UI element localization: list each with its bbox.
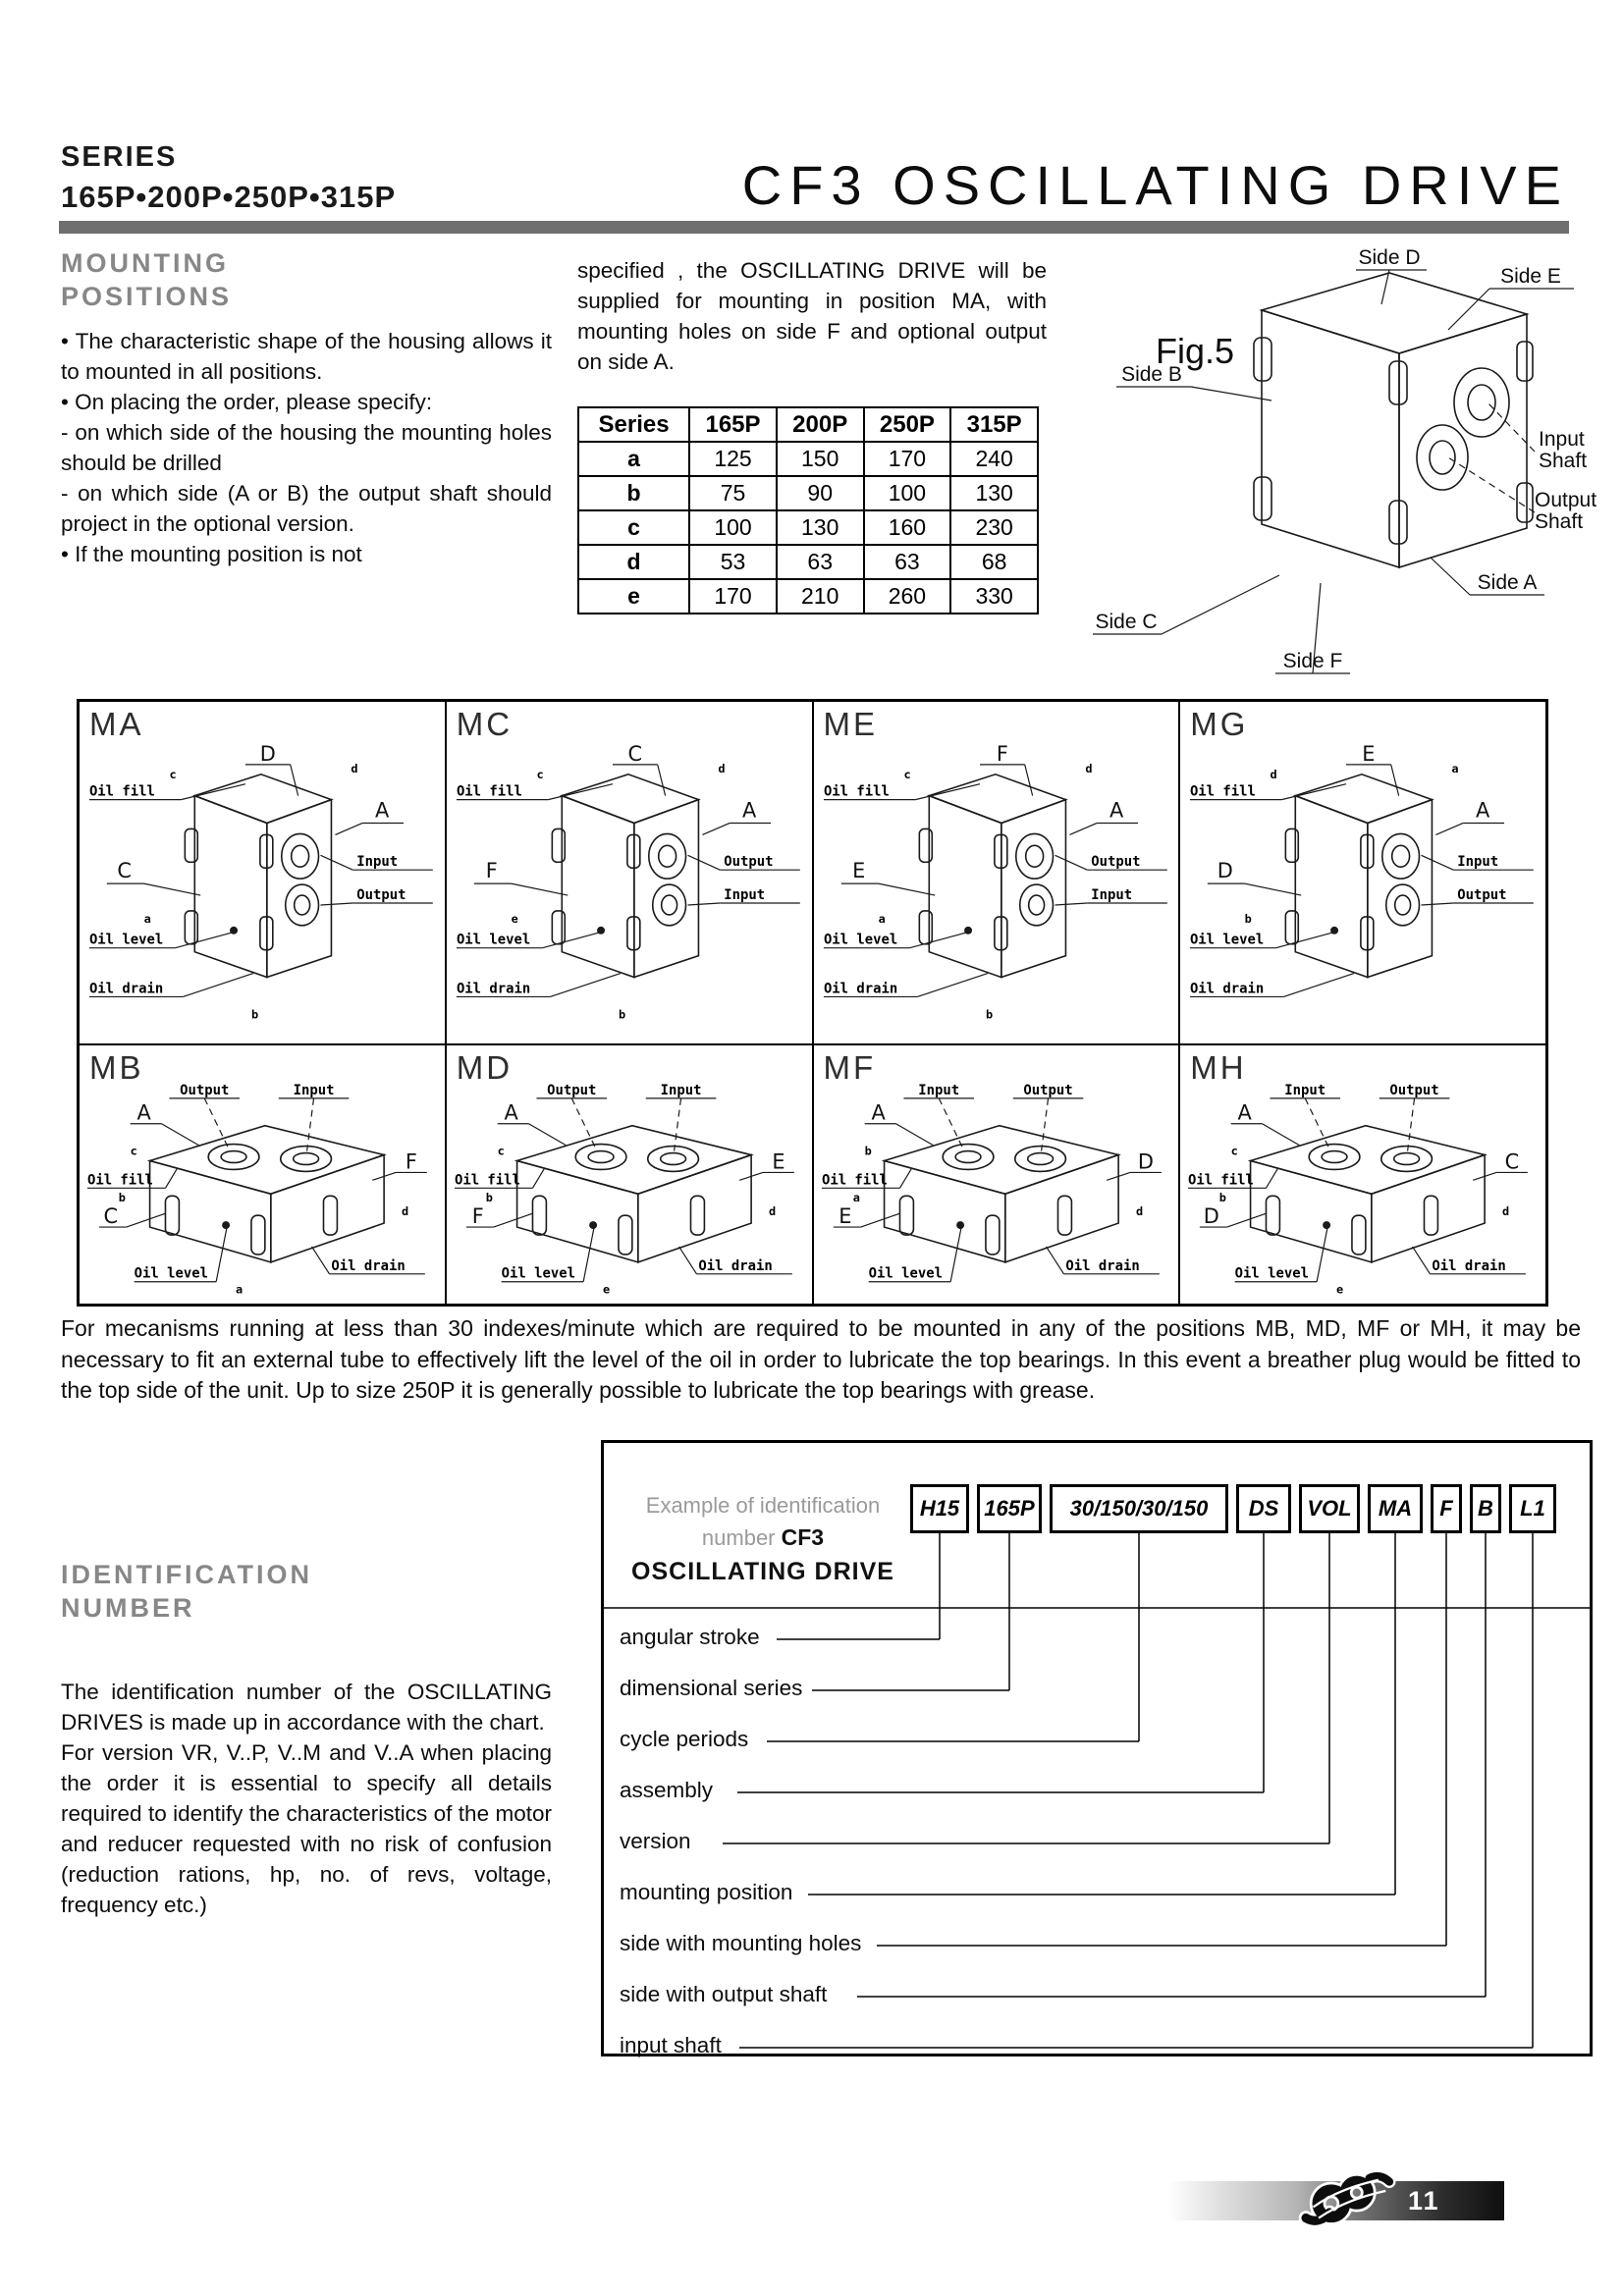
dim-letter: c xyxy=(130,1144,137,1158)
oil-drain-label: Oil drain xyxy=(698,1257,773,1274)
panel-MD xyxy=(446,1044,813,1305)
side-a-label: Side A xyxy=(1477,571,1538,594)
oil-level-label: Oil level xyxy=(456,932,531,948)
field-side-with-mounting-holes: side with mounting holes xyxy=(620,1931,862,1955)
side-c-label: Side C xyxy=(1095,611,1158,633)
dim-letter: c xyxy=(536,767,544,781)
port2-label: Input xyxy=(660,1082,702,1098)
field-mounting-position: mounting position xyxy=(620,1880,793,1904)
table-header-row xyxy=(578,407,1038,442)
table-cell: 100 xyxy=(689,510,777,545)
dim-letter: d xyxy=(402,1204,409,1219)
table-cell: 125 xyxy=(689,442,777,476)
mounting-positions-grid xyxy=(77,699,1548,1307)
mounting-position-drawing xyxy=(447,739,812,1028)
panel-MG xyxy=(1179,701,1546,1044)
mounting-continuation: specified , the OSCILLATING DRIVE will be supplied for mounting in position MA, with mounting holes on side F and optional output on side A. xyxy=(577,258,1047,375)
dim-letter: b xyxy=(485,1191,493,1205)
table-row xyxy=(578,476,1038,510)
identification-section xyxy=(61,1559,552,1920)
panel-id: MA xyxy=(89,706,144,742)
input-shaft-label-line2: Shaft xyxy=(1539,450,1588,472)
left-side-letter: F xyxy=(471,1204,484,1229)
example-label-line1: Example of identification xyxy=(645,1493,881,1518)
table-cell: 90 xyxy=(777,476,864,510)
mounting-position-drawing xyxy=(80,1079,445,1298)
oil-drain-label: Oil drain xyxy=(1064,1257,1140,1274)
port2-label: Input xyxy=(1090,887,1132,904)
table-row xyxy=(578,545,1038,579)
oil-fill-label: Oil fill xyxy=(456,783,522,800)
table-cell: 63 xyxy=(777,545,864,579)
example-code: CF3 xyxy=(781,1523,825,1550)
example-label-line3: OSCILLATING DRIVE xyxy=(631,1558,894,1586)
row-label: d xyxy=(578,545,689,579)
dim-letter: b xyxy=(250,1007,259,1022)
page-number: 11 xyxy=(1408,2186,1440,2216)
top-side-letter: A xyxy=(1237,1100,1252,1125)
dim-letter: d xyxy=(768,1204,776,1219)
top-side-letter: A xyxy=(504,1100,518,1125)
mounting-bullet-1: • The characteristic shape of the housing allows it to mounted in all positions. xyxy=(61,328,552,384)
dim-letter: b xyxy=(864,1144,872,1158)
oil-drain-label: Oil drain xyxy=(1190,981,1265,997)
dim-letter: c xyxy=(169,767,177,781)
table-cell: 53 xyxy=(689,545,777,579)
right-side-letter: D xyxy=(1137,1149,1154,1174)
id-box-assembly: DS xyxy=(1236,1484,1291,1533)
mounting-dash-1: - on which side of the housing the mounting holes should be drilled xyxy=(61,419,552,475)
left-side-letter: F xyxy=(485,859,498,883)
table-cell: 63 xyxy=(864,545,951,579)
input-shaft-label-line1: Input xyxy=(1539,428,1585,451)
housing-isometric-drawing xyxy=(1065,243,1611,685)
id-box-angular-stroke: H15 xyxy=(910,1484,969,1533)
side-b-label: Side B xyxy=(1121,363,1182,386)
oil-fill-label: Oil fill xyxy=(86,1172,153,1189)
mounting-position-drawing xyxy=(80,739,445,1028)
identification-chart xyxy=(601,1440,1593,2056)
port2-label: Output xyxy=(1389,1082,1439,1098)
table-cell: 130 xyxy=(950,476,1038,510)
right-side-letter: C xyxy=(1504,1149,1520,1174)
dim-letter: b xyxy=(118,1191,126,1205)
side-f-label: Side F xyxy=(1282,650,1343,672)
top-side-letter: A xyxy=(870,1100,886,1125)
id-box-mounting-position: MA xyxy=(1368,1484,1423,1533)
mounting-positions-section xyxy=(61,247,552,569)
port1-label: Output xyxy=(724,854,774,871)
port1-label: Output xyxy=(180,1082,230,1098)
left-side-letter: C xyxy=(117,859,133,883)
table-cell: 150 xyxy=(777,442,864,476)
dim-letter: d xyxy=(718,761,726,775)
right-side-letter: A xyxy=(741,798,757,823)
id-box-output-shaft-side: B xyxy=(1470,1484,1501,1533)
middle-column xyxy=(577,255,1047,614)
table-cell: 210 xyxy=(777,579,864,614)
panel-id: MH xyxy=(1190,1049,1247,1086)
id-box-version: VOL xyxy=(1299,1484,1360,1533)
panel-id: MG xyxy=(1190,706,1249,742)
field-cycle-periods: cycle periods xyxy=(620,1727,749,1751)
dim-letter: d xyxy=(351,761,358,775)
oil-level-label: Oil level xyxy=(823,932,897,948)
port2-label: Input xyxy=(293,1082,335,1098)
dim-letter: d xyxy=(1502,1204,1510,1219)
port2-label: Output xyxy=(1022,1082,1073,1098)
heading-line1: IDENTIFICATION xyxy=(61,1560,312,1589)
table-row xyxy=(578,579,1038,614)
row-label: c xyxy=(578,510,689,545)
section-heading xyxy=(61,1559,552,1626)
dim-letter: d xyxy=(1135,1204,1143,1219)
left-side-letter: E xyxy=(838,1204,851,1229)
mounting-position-drawing xyxy=(447,1079,812,1298)
top-side-letter: A xyxy=(136,1100,151,1125)
top-side-letter: E xyxy=(1362,741,1376,766)
oil-level-label: Oil level xyxy=(1234,1265,1310,1282)
port1-label: Input xyxy=(917,1082,959,1098)
mounting-position-drawing xyxy=(814,739,1179,1028)
dim-letter: c xyxy=(497,1144,505,1158)
dim-letter: e xyxy=(602,1282,610,1297)
dimension-table xyxy=(577,406,1039,614)
identification-paragraph-1: The identification number of the OSCILLATING DRIVES is made up in accordance with the chart. xyxy=(61,1679,552,1735)
panel-id: MC xyxy=(456,706,514,742)
port1-label: Input xyxy=(356,854,399,871)
field-side-with-output-shaft: side with output shaft xyxy=(620,1982,828,2006)
port2-label: Output xyxy=(1457,887,1507,904)
field-version: version xyxy=(620,1829,691,1853)
section-heading xyxy=(61,247,552,314)
top-side-letter: F xyxy=(996,741,1008,766)
id-box-cycle-periods: 30/150/30/150 xyxy=(1050,1484,1228,1533)
oil-fill-label: Oil fill xyxy=(1190,783,1257,800)
panel-MH xyxy=(1179,1044,1546,1305)
grid-note-paragraph: For mecanisms running at less than 30 indexes/minute which are required to be mounted in any of the positions MB, MD, MF or MH, it may be necessary to fit an external tube to effectively lift the level of the oil in order to lubricate the top bearings. In this event a breather plug would be fitted to the top side of the unit. Up to size 250P it is generally possible to lubricate the top bearings with grease. xyxy=(61,1315,1581,1404)
dim-letter: a xyxy=(236,1282,243,1297)
right-side-letter: A xyxy=(1109,798,1123,823)
field-dimensional-series: dimensional series xyxy=(620,1676,803,1700)
left-side-letter: D xyxy=(1204,1204,1220,1229)
panel-id: MD xyxy=(456,1049,514,1086)
oil-fill-label: Oil fill xyxy=(1188,1172,1255,1189)
port1-label: Input xyxy=(1284,1082,1326,1098)
oil-fill-label: Oil fill xyxy=(821,1172,888,1189)
panel-id: MB xyxy=(89,1049,144,1086)
output-shaft-label-line2: Shaft xyxy=(1535,510,1584,533)
table-cell: 330 xyxy=(950,579,1038,614)
oil-drain-label: Oil drain xyxy=(823,981,897,997)
oil-drain-label: Oil drain xyxy=(88,981,164,997)
field-angular-stroke: angular stroke xyxy=(620,1625,760,1649)
mounting-position-drawing xyxy=(814,1079,1179,1298)
brand-logo-icon xyxy=(1284,2165,1400,2236)
id-box-dimensional-series: 165P xyxy=(977,1484,1042,1533)
table-cell: 230 xyxy=(950,510,1038,545)
oil-fill-label: Oil fill xyxy=(454,1172,520,1189)
series-label: SERIES xyxy=(61,141,178,173)
oil-level-label: Oil level xyxy=(1190,932,1265,948)
panel-MF xyxy=(813,1044,1180,1305)
dim-letter: b xyxy=(1219,1191,1227,1205)
port1-label: Output xyxy=(1090,854,1141,871)
id-box-input-shaft: L1 xyxy=(1509,1484,1556,1533)
table-cell: 240 xyxy=(950,442,1038,476)
dim-letter: c xyxy=(1230,1144,1239,1158)
oil-drain-label: Oil drain xyxy=(456,981,531,997)
identification-example-label xyxy=(620,1490,906,1589)
fig5-caption: Fig.5 xyxy=(1156,331,1235,371)
dim-letter: a xyxy=(852,1191,860,1205)
row-label: a xyxy=(578,442,689,476)
port1-label: Input xyxy=(1457,854,1499,871)
heading-line1: MOUNTING xyxy=(61,248,229,278)
dim-letter: a xyxy=(1451,761,1459,775)
left-side-letter: C xyxy=(103,1204,119,1229)
table-header-cell: 165P xyxy=(689,407,777,442)
table-row xyxy=(578,510,1038,545)
panel-id: MF xyxy=(823,1049,877,1086)
table-cell: 170 xyxy=(689,579,777,614)
dim-letter: a xyxy=(143,911,151,926)
panel-MC xyxy=(446,701,813,1044)
mounting-bullet-2: • On placing the order, please specify: xyxy=(61,389,433,414)
oil-level-label: Oil level xyxy=(88,932,164,948)
mounting-position-drawing xyxy=(1180,1079,1545,1298)
oil-level-label: Oil level xyxy=(134,1265,209,1282)
output-shaft-label-line1: Output xyxy=(1535,489,1597,511)
table-cell: 100 xyxy=(864,476,951,510)
panel-ME xyxy=(813,701,1180,1044)
panel-MB xyxy=(79,1044,446,1305)
oil-fill-label: Oil fill xyxy=(823,783,890,800)
table-cell: 160 xyxy=(864,510,951,545)
oil-fill-label: Oil fill xyxy=(88,783,155,800)
table-header-cell: 200P xyxy=(777,407,864,442)
table-header-cell: 315P xyxy=(950,407,1038,442)
right-side-letter: A xyxy=(374,798,390,823)
heading-line2: NUMBER xyxy=(61,1592,195,1623)
side-d-label: Side D xyxy=(1358,246,1421,269)
dim-letter: a xyxy=(878,911,886,926)
row-label: b xyxy=(578,476,689,510)
panel-id: ME xyxy=(823,706,878,742)
right-side-letter: F xyxy=(405,1149,417,1174)
table-row xyxy=(578,442,1038,476)
mounting-position-drawing xyxy=(1180,739,1545,1028)
top-side-letter: D xyxy=(259,741,276,766)
header-divider-bar xyxy=(59,221,1569,234)
page-title: CF3 OSCILLATING DRIVE xyxy=(741,154,1569,216)
table-cell: 130 xyxy=(777,510,864,545)
field-assembly: assembly xyxy=(620,1778,714,1802)
panel-MA xyxy=(79,701,446,1044)
dim-letter: e xyxy=(1336,1282,1344,1297)
table-cell: 260 xyxy=(864,579,951,614)
row-label: e xyxy=(578,579,689,614)
footer-bar xyxy=(1168,2181,1504,2220)
table-cell: 170 xyxy=(864,442,951,476)
top-side-letter: C xyxy=(627,741,642,766)
table-cell: 75 xyxy=(689,476,777,510)
oil-drain-label: Oil drain xyxy=(331,1257,406,1274)
mounting-bullet-3: • If the mounting position is not xyxy=(61,541,362,566)
dim-letter: c xyxy=(902,767,911,781)
example-label-line2: number xyxy=(701,1524,782,1550)
heading-line2: POSITIONS xyxy=(61,281,233,311)
side-e-label: Side E xyxy=(1500,265,1561,288)
left-side-letter: E xyxy=(851,859,865,883)
table-header-cell: Series xyxy=(578,407,689,442)
dim-letter: b xyxy=(1244,911,1253,926)
identification-paragraph-2: For version VR, V..P, V..M and V..A when placing the order it is essential to specify all details required to identify the characteristics of the motor and reducer requested with no risk of confusion (reduction rations, hp, no. of revs, voltage, frequency etc.) xyxy=(61,1739,552,1917)
port2-label: Input xyxy=(724,887,765,904)
port1-label: Output xyxy=(546,1082,597,1098)
dim-letter: e xyxy=(511,911,518,926)
oil-drain-label: Oil drain xyxy=(1432,1257,1507,1274)
oil-level-label: Oil level xyxy=(868,1265,943,1282)
mounting-dash-2: - on which side (A or B) the output shaft should project in the optional version. xyxy=(61,480,552,536)
oil-level-label: Oil level xyxy=(501,1265,575,1282)
field-input-shaft: input shaft xyxy=(620,2033,722,2057)
table-header-cell: 250P xyxy=(864,407,951,442)
left-side-letter: D xyxy=(1217,859,1234,883)
table-cell: 68 xyxy=(950,545,1038,579)
right-side-letter: A xyxy=(1476,798,1490,823)
port2-label: Output xyxy=(356,887,406,904)
id-box-mounting-holes-side: F xyxy=(1431,1484,1462,1533)
dim-letter: d xyxy=(1084,761,1092,775)
fig5-drawing xyxy=(1065,243,1611,685)
dim-letter: b xyxy=(618,1007,625,1022)
series-models: 165P•200P•250P•315P xyxy=(61,180,397,214)
dim-letter: d xyxy=(1270,767,1277,781)
right-side-letter: E xyxy=(772,1149,785,1174)
dim-letter: b xyxy=(985,1007,993,1022)
